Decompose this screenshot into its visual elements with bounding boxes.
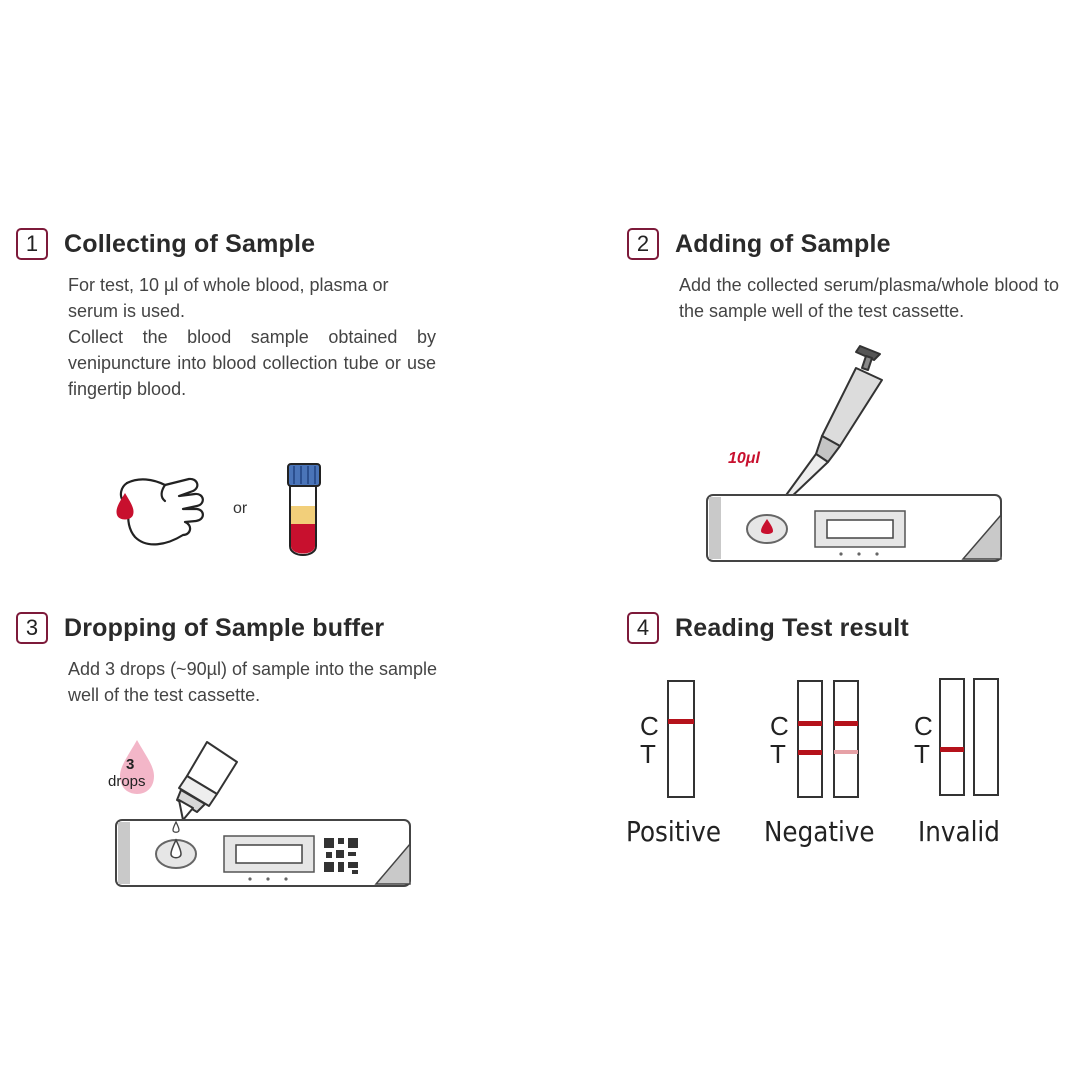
control-line bbox=[798, 721, 822, 726]
test-result-strips bbox=[630, 675, 1010, 805]
faint-test-line bbox=[834, 750, 858, 754]
step-1-header bbox=[16, 228, 456, 260]
step-1-description bbox=[68, 272, 436, 402]
step-2-description bbox=[679, 272, 1059, 324]
test-strip bbox=[940, 679, 964, 795]
test-line bbox=[940, 747, 964, 752]
control-line bbox=[668, 719, 694, 724]
step-3-description bbox=[68, 656, 448, 708]
invalid-result bbox=[914, 679, 998, 795]
volume-label: 10μl bbox=[728, 450, 760, 467]
step-4-title: Reading Test result bbox=[675, 613, 909, 642]
step-1-title: Collecting of Sample bbox=[64, 229, 316, 258]
step-3-paragraph-1: Add 3 drops (~90µl) of sample into the sample well of the test cassette. bbox=[68, 659, 438, 705]
blood-tube-icon bbox=[270, 462, 330, 562]
blood-drop-icon bbox=[116, 493, 133, 520]
result-label-negative: Negative bbox=[764, 815, 875, 848]
test-strip bbox=[974, 679, 998, 795]
test-strip bbox=[834, 681, 858, 797]
step-2-paragraph-1: Add the collected serum/plasma/whole blood to the sample well of the test cassette. bbox=[679, 275, 1059, 321]
test-strip bbox=[798, 681, 822, 797]
step-4-number: 4 bbox=[627, 612, 659, 644]
control-line-label: C bbox=[914, 711, 933, 741]
control-line bbox=[834, 721, 858, 726]
step-3-header bbox=[16, 612, 476, 644]
test-cassette-step-3 bbox=[114, 818, 414, 890]
step-3-title: Dropping of Sample buffer bbox=[64, 613, 385, 642]
or-label: or bbox=[233, 500, 248, 517]
step-1-paragraph-1: For test, 10 µl of whole blood, plasma or serum is used. bbox=[68, 275, 389, 321]
test-line-label: T bbox=[914, 739, 930, 769]
negative-result bbox=[770, 681, 858, 797]
test-line bbox=[798, 750, 822, 755]
positive-result bbox=[640, 681, 694, 797]
test-line-label: T bbox=[640, 739, 656, 769]
test-line-label: T bbox=[770, 739, 786, 769]
step-2-header bbox=[627, 228, 1067, 260]
control-line-label: C bbox=[770, 711, 789, 741]
step-4-header bbox=[627, 612, 1067, 644]
step-1-paragraph-2: Collect the blood sample obtained by venipuncture into blood collection tube or use fingertip blood. bbox=[68, 327, 436, 399]
result-label-invalid: Invalid bbox=[918, 815, 1000, 848]
test-cassette-step-2 bbox=[705, 493, 1005, 565]
step-2 bbox=[627, 228, 1067, 324]
step-4 bbox=[627, 612, 1067, 644]
step-2-number: 2 bbox=[627, 228, 659, 260]
finger-blood-icon bbox=[105, 465, 220, 555]
result-label-positive: Positive bbox=[626, 815, 721, 848]
test-strip bbox=[668, 681, 694, 797]
control-line-label: C bbox=[640, 711, 659, 741]
pipette-icon bbox=[770, 340, 900, 510]
step-3 bbox=[16, 612, 476, 708]
step-2-title: Adding of Sample bbox=[675, 229, 891, 258]
step-3-number: 3 bbox=[16, 612, 48, 644]
drops-label: drops bbox=[108, 773, 146, 790]
step-1-number: 1 bbox=[16, 228, 48, 260]
drops-count: 3 bbox=[126, 756, 135, 773]
step-1 bbox=[16, 228, 456, 402]
